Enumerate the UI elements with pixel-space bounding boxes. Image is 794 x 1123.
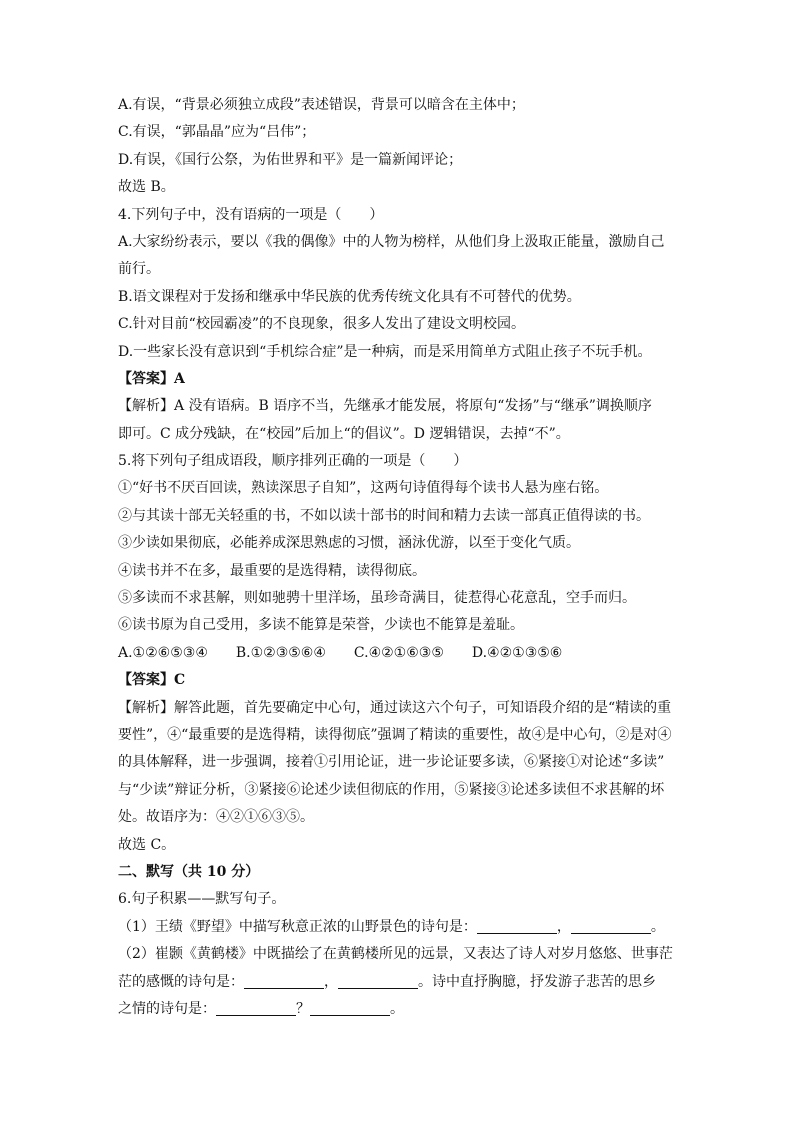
text-line-sec2: 二、默写（共 10 分） (118, 863, 260, 880)
text-line-q5s3: ③少读如果彻底，必能养成深思熟虑的习惯，涵泳优游，以至于变化气质。 (118, 535, 580, 552)
q6-item-2-prompt-cont: 。诗中直抒胸臆，抒发游子悲苦的思乡 (418, 973, 656, 990)
text-line-q5s1: ①“好书不厌百回读，熟读深思子自知”，这两句诗值得每个读书人悬为座右铭。 (118, 480, 609, 497)
text-line-q5ex4: 与“少读”辩证分析，③紧接⑥论述少读但彻底的作用，⑤紧接③论述多读但不求甚解的坏 (118, 781, 665, 798)
q6-item-1 (118, 914, 678, 941)
q6-item-1-prompt: （1）王绩《野望》中描写秋意正浓的山野景色的诗句是： (118, 918, 477, 935)
answer-blank[interactable] (216, 999, 296, 1016)
text-line-q4ex2: 即可。C 成分残缺，在“校园”后加上“的倡议”。D 逻辑错误，去掉“不”。 (118, 425, 570, 442)
text-line-q5: 5.将下列句子组成语段，顺序排列正确的一项是（ ） (118, 453, 468, 470)
text-line-q4ex1: 【解析】A 没有语病。B 语序不当，先继承才能发展，将原句“发扬”与“继承”调换顺序 (118, 398, 652, 415)
text-line-q4a1: A.大家纷纷表示，要以《我的偶像》中的人物为榜样，从他们身上汲取正能量，激励自己 (118, 233, 665, 250)
text-line-q5sel: 故选 C。 (118, 836, 176, 853)
text-line-q5s2: ②与其读十部无关轻重的书，不如以读十部书的时间和精力去读一部真正值得读的书。 (118, 507, 650, 524)
text-line-q5ex2: 要性”，④“最重要的是选得精，读得彻底”强调了精读的重要性，故④是中心句，②是对④ (118, 726, 672, 743)
q6-item-2-prompt: （2）崔颢《黄鹤楼》中既描绘了在黄鹤楼所见的远景，又表达了诗人对岁月悠悠、世事茫 (118, 946, 673, 963)
q6-item-2-prompt-cont: 茫的感慨的诗句是： (118, 973, 244, 990)
text-line-p3: D.有误，《国行公祭，为佑世界和平》是一篇新闻评论； (118, 151, 463, 168)
text-line-p4: 故选 B。 (118, 179, 175, 196)
text-line-q5ans: 【答案】C (118, 672, 186, 689)
answer-blank[interactable] (571, 917, 651, 934)
answer-blank[interactable] (338, 972, 418, 989)
text-line-q5ex5: 处。故语序为：④②①⑥③⑤。 (118, 809, 314, 826)
text-line-q4ans: 【答案】A (118, 370, 185, 387)
text-line-q5s6: ⑥读书原为自己受用，多读不能算是荣誉，少读也不能算是羞耻。 (118, 617, 524, 634)
q6-item-2-line-1 (118, 941, 678, 968)
text-line-q5s5: ⑤多读而不求甚解，则如驰骋十里洋场，虽珍奇满目，徒惹得心花意乱，空手而归。 (118, 590, 636, 607)
punctuation: 。 (650, 918, 665, 935)
punctuation: ， (556, 918, 571, 935)
punctuation: ， (324, 973, 338, 990)
document-body (118, 92, 678, 914)
q6-item-2-prompt-cont: 之情的诗句是： (118, 1000, 216, 1017)
q6-item-2-line-2 (118, 969, 678, 996)
text-line-q5ex1: 【解析】解答此题，首先要确定中心句，通过读这六个句子，可知语段介绍的是“精读的重 (118, 699, 672, 716)
text-line-q4: 4.下列句子中，没有语病的一项是（ ） (118, 206, 384, 223)
answer-blank[interactable] (244, 972, 324, 989)
text-line-q5ex3: 的具体解释，进一步强调，接着①引用论证，进一步论证要多读，⑥紧接①对论述“多读” (118, 754, 665, 771)
answer-blank[interactable] (477, 917, 557, 934)
text-line-q4b: B.语文课程对于发扬和继承中华民族的优秀传统文化具有不可替代的优势。 (118, 288, 581, 305)
punctuation: 。 (390, 1000, 404, 1017)
document-page (118, 92, 678, 1023)
q6-item-2-line-3 (118, 996, 678, 1023)
answer-blank[interactable] (310, 999, 390, 1016)
text-line-q4c: C.针对目前“校园霸凌”的不良现象，很多人发出了建设文明校园。 (118, 316, 525, 333)
text-line-q4d: D.一些家长没有意识到“手机综合症”是一种病，而是采用简单方式阻止孩子不玩手机。 (118, 343, 652, 360)
text-line-p2: C.有误，“郭晶晶”应为“吕伟”； (118, 124, 316, 141)
text-line-q4a2: 前行。 (118, 261, 160, 278)
punctuation: ？ (296, 1000, 310, 1017)
text-line-q5s4: ④读书并不在多，最重要的是选得精，读得彻底。 (118, 562, 426, 579)
text-line-q6: 6.句子积累——默写句子。 (118, 891, 286, 908)
text-line-q5opts: A.①②⑥⑤③④ B.①②③⑤⑥④ C.④②①⑥③⑤ D.④②①③⑤⑥ (118, 644, 563, 661)
text-line-p1: A.有误，“背景必须独立成段”表述错误，背景可以暗含在主体中； (118, 97, 525, 113)
